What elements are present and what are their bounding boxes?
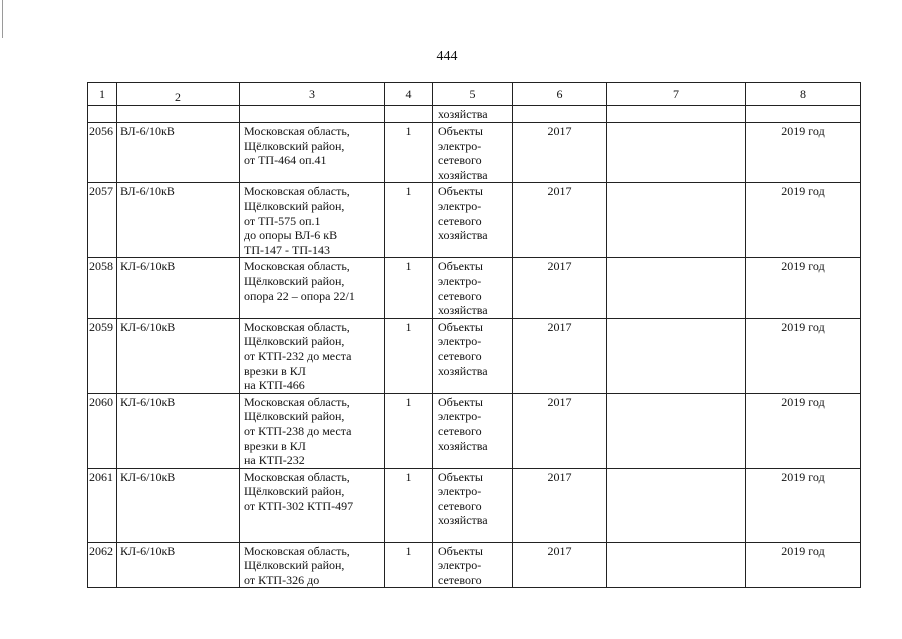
year: 2017 (513, 183, 607, 258)
category-line: Объекты (438, 469, 483, 484)
deadline: 2019 год (746, 468, 861, 542)
object-category (433, 258, 513, 318)
address-line: опора 22 – опора 22/1 (244, 288, 355, 303)
quantity: 1 (385, 318, 433, 393)
category-line: Объекты (438, 543, 483, 558)
object-category (433, 183, 513, 258)
header-cell-7: 7 (607, 83, 746, 106)
row-number: 2061 (88, 468, 117, 542)
address-line: от КТП-326 до (244, 572, 320, 587)
quantity: 1 (385, 468, 433, 542)
address-line: Щёлковский район, (244, 409, 345, 424)
category-line: электро- (438, 558, 482, 573)
line-type: КЛ-6/10кВ (117, 258, 240, 318)
table-header-row (88, 83, 861, 106)
address-line: Московская область, (244, 124, 350, 138)
address-line: Московская область, (244, 184, 350, 199)
category-line: Объекты (438, 259, 483, 274)
row-number: 2058 (88, 258, 117, 318)
category-line: сетевого (438, 348, 482, 363)
continuation-cell (746, 106, 861, 123)
quantity: 1 (385, 183, 433, 258)
address-line: Московская область, (244, 543, 350, 558)
table-row (88, 318, 861, 393)
category-line: электро- (438, 484, 482, 499)
scan-edge-mark (2, 0, 3, 38)
category-line: электро- (438, 409, 482, 424)
category-line: Объекты (438, 124, 483, 138)
address-line: на КТП-466 (244, 378, 305, 393)
year: 2017 (513, 542, 607, 588)
objects-table (87, 82, 861, 588)
quantity: 1 (385, 542, 433, 588)
row-number: 2060 (88, 393, 117, 468)
object-address (240, 542, 385, 588)
category-line: хозяйства (438, 303, 488, 318)
column-7-value (607, 123, 746, 183)
column-7-value (607, 183, 746, 258)
line-type: ВЛ-6/10кВ (117, 123, 240, 183)
address-line: от КТП-232 до места (244, 348, 352, 363)
object-address (240, 183, 385, 258)
quantity: 1 (385, 258, 433, 318)
header-cell-3: 3 (240, 83, 385, 106)
table-row (88, 258, 861, 318)
address-line: от ТП-464 оп.41 (244, 153, 327, 168)
continuation-cell (385, 106, 433, 123)
category-line: сетевого (438, 288, 482, 303)
column-7-value (607, 393, 746, 468)
line-type: КЛ-6/10кВ (117, 393, 240, 468)
category-line: электро- (438, 198, 482, 213)
category-line: сетевого (438, 423, 482, 438)
table-row (88, 542, 861, 588)
year: 2017 (513, 393, 607, 468)
category-line: сетевого (438, 498, 482, 513)
page-number: 444 (436, 49, 458, 64)
object-category (433, 468, 513, 542)
deadline: 2019 год (746, 258, 861, 318)
table-row (88, 183, 861, 258)
address-line: Московская область, (244, 319, 350, 334)
category-line: хозяйства (438, 228, 488, 243)
header-cell-6: 6 (513, 83, 607, 106)
deadline: 2019 год (746, 183, 861, 258)
object-address (240, 468, 385, 542)
header-cell-4: 4 (385, 83, 433, 106)
address-line: на КТП-232 (244, 453, 305, 468)
category-line: хозяйства (438, 438, 488, 453)
table-row (88, 393, 861, 468)
address-line: Щёлковский район, (244, 484, 345, 499)
object-category (433, 123, 513, 183)
object-address (240, 393, 385, 468)
category-line: электро- (438, 138, 482, 153)
category-line: электро- (438, 273, 482, 288)
address-line: до опоры ВЛ-6 кВ (244, 228, 338, 243)
row-number: 2062 (88, 542, 117, 588)
column-7-value (607, 468, 746, 542)
line-type: КЛ-6/10кВ (117, 318, 240, 393)
column-7-value (607, 318, 746, 393)
quantity: 1 (385, 123, 433, 183)
line-type: ВЛ-6/10кВ (117, 183, 240, 258)
address-line: Московская область, (244, 469, 350, 484)
address-line: Московская область, (244, 259, 350, 274)
header-cell-1: 1 (88, 83, 117, 106)
address-line: Щёлковский район, (244, 273, 345, 288)
header-cell-5: 5 (433, 83, 513, 106)
header-cell-2: 2 (117, 83, 240, 106)
category-line: хозяйства (438, 167, 488, 182)
deadline: 2019 год (746, 542, 861, 588)
column-7-value (607, 258, 746, 318)
row-number: 2059 (88, 318, 117, 393)
object-address (240, 318, 385, 393)
address-line: Московская область, (244, 394, 350, 409)
address-line: Щёлковский район, (244, 138, 345, 153)
continuation-cell (88, 106, 117, 123)
address-line: врезки в КЛ (244, 438, 306, 453)
category-line: Объекты (438, 394, 483, 409)
object-category (433, 393, 513, 468)
table-row (88, 468, 861, 542)
category-line: хозяйства (438, 363, 488, 378)
object-category (433, 542, 513, 588)
deadline: 2019 год (746, 123, 861, 183)
deadline: 2019 год (746, 318, 861, 393)
continuation-cell (513, 106, 607, 123)
row-number: 2056 (88, 123, 117, 183)
line-type: КЛ-6/10кВ (117, 542, 240, 588)
continuation-row (88, 106, 861, 123)
table-row (88, 123, 861, 183)
quantity: 1 (385, 393, 433, 468)
deadline: 2019 год (746, 393, 861, 468)
column-7-value (607, 542, 746, 588)
address-line: от КТП-238 до места (244, 423, 352, 438)
address-line: от КТП-302 КТП-497 (244, 498, 354, 513)
continuation-cell (240, 106, 385, 123)
continuation-cell (607, 106, 746, 123)
category-line: Объекты (438, 184, 483, 199)
category-line: сетевого (438, 572, 482, 587)
address-line: ТП-147 - ТП-143 (244, 242, 330, 257)
object-category (433, 318, 513, 393)
address-line: Щёлковский район, (244, 334, 345, 349)
row-number: 2057 (88, 183, 117, 258)
continuation-cell (117, 106, 240, 123)
year: 2017 (513, 468, 607, 542)
header-cell-8: 8 (746, 83, 861, 106)
continuation-category: хозяйства (433, 106, 513, 123)
category-line: электро- (438, 334, 482, 349)
object-address (240, 258, 385, 318)
category-line: Объекты (438, 319, 483, 334)
year: 2017 (513, 123, 607, 183)
category-line: сетевого (438, 213, 482, 228)
year: 2017 (513, 258, 607, 318)
address-line: от ТП-575 оп.1 (244, 213, 321, 228)
category-line: хозяйства (438, 513, 488, 528)
address-line: Щёлковский район, (244, 198, 345, 213)
address-line: Щёлковский район, (244, 558, 345, 573)
object-address (240, 123, 385, 183)
year: 2017 (513, 318, 607, 393)
category-line: сетевого (438, 153, 482, 168)
address-line: врезки в КЛ (244, 363, 306, 378)
line-type: КЛ-6/10кВ (117, 468, 240, 542)
